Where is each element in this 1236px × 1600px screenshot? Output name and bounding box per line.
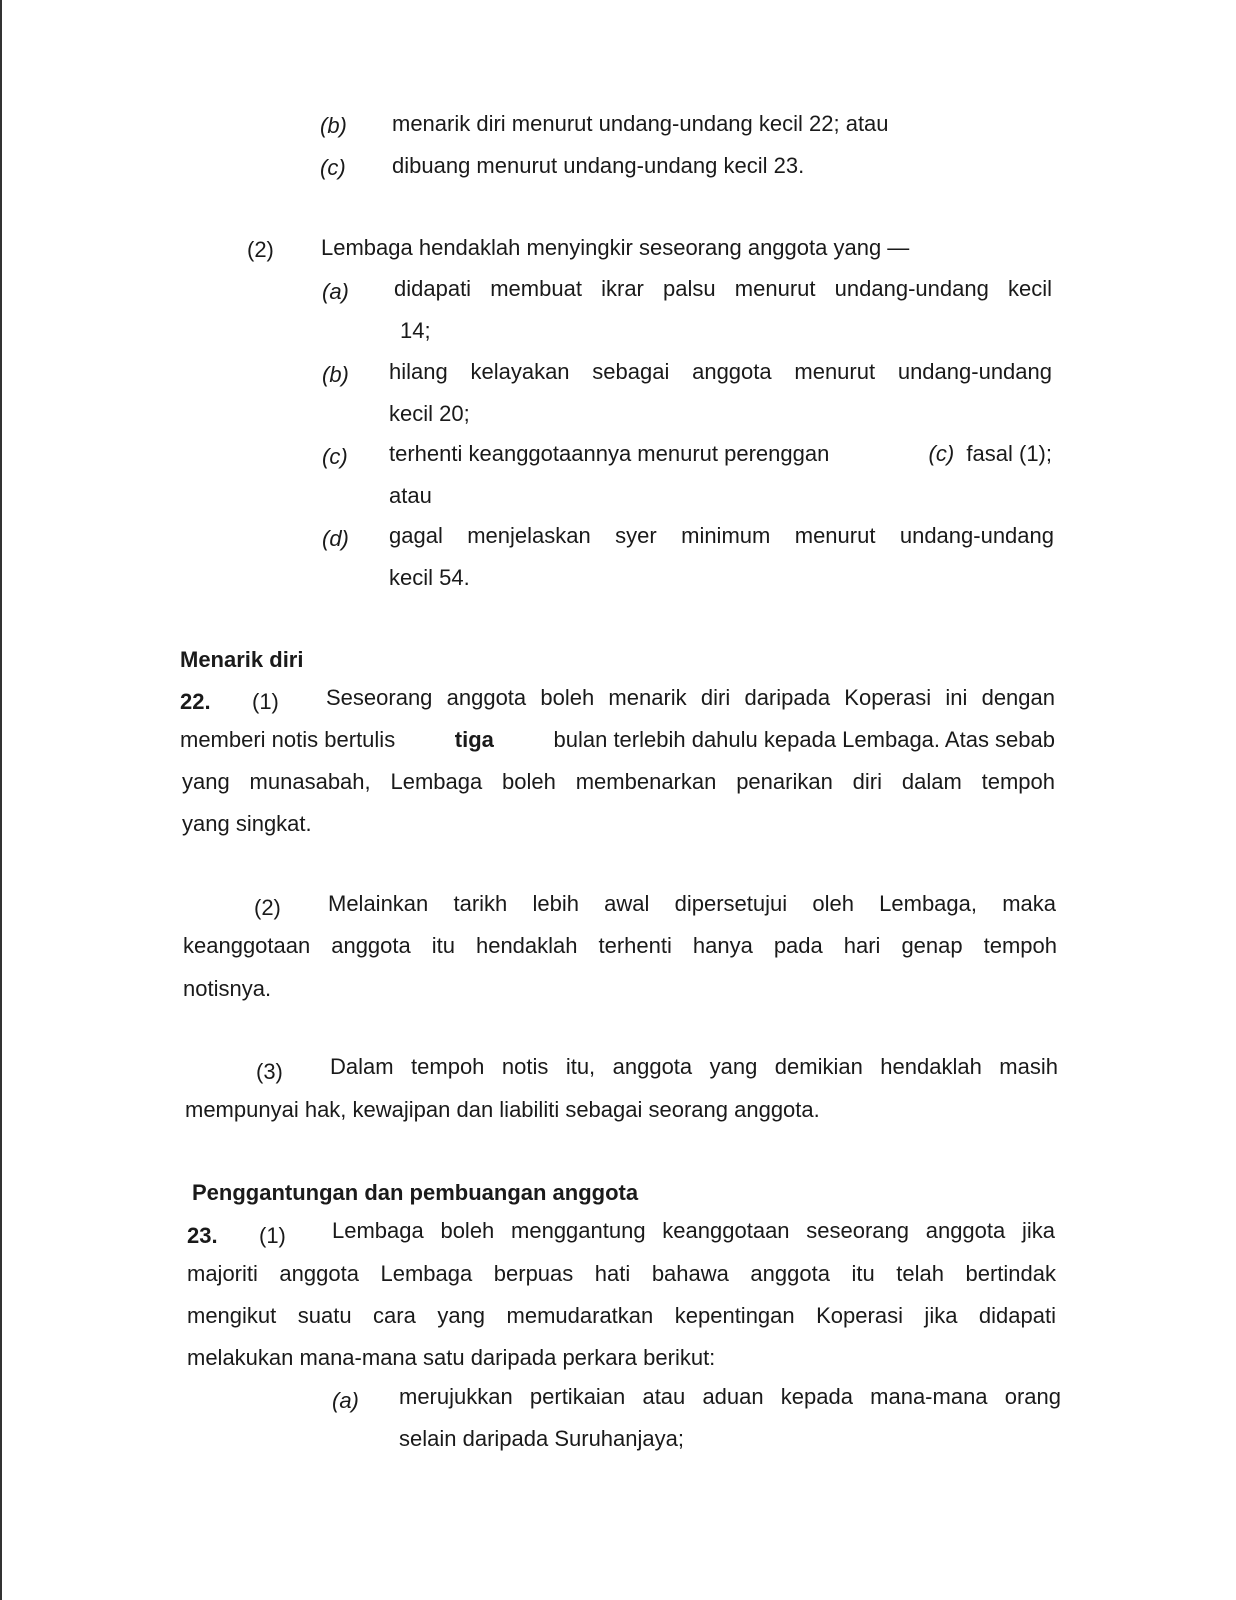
item-label: (a) (332, 1388, 359, 1413)
paragraph-reference: (c) (928, 441, 955, 466)
item-text-part: fasal (1); (966, 441, 1052, 466)
item-label: (b) (322, 362, 349, 387)
item-text-continued: kecil 54. (389, 565, 470, 590)
item-text: hilang kelayakan sebagai anggota menurut undang-undang (389, 359, 1052, 384)
item-text-continued: selain daripada Suruhanjaya; (399, 1426, 684, 1451)
item-text: dibuang menurut undang-undang kecil 23. (392, 153, 805, 178)
paragraph-line (180, 726, 1055, 754)
section-heading: Penggantungan dan pembuangan anggota (192, 1180, 639, 1205)
item-text-part: terhenti keanggotaannya menurut perenggan (389, 441, 830, 466)
paragraph-line: Lembaga boleh menggantung keanggotaan seseorang anggota jika (332, 1218, 1055, 1243)
page-left-edge (0, 0, 2, 1600)
clause-number: (3) (256, 1059, 283, 1084)
section-number: 23. (187, 1223, 218, 1248)
item-label: (a) (322, 279, 349, 304)
clause-number: (2) (254, 895, 281, 920)
clause-number: (1) (259, 1223, 286, 1248)
item-text-continued: kecil 20; (389, 401, 470, 426)
paragraph-line: mengikut suatu cara yang memudaratkan kepentingan Koperasi jika didapati (187, 1303, 1056, 1328)
item-text (389, 440, 1052, 468)
paragraph-line: majoriti anggota Lembaga berpuas hati bahawa anggota itu telah bertindak (187, 1261, 1056, 1286)
item-text: merujukkan pertikaian atau aduan kepada mana-mana orang (399, 1384, 1061, 1409)
item-text-part (929, 440, 1052, 468)
text-part: memberi notis bertulis (180, 727, 396, 752)
section-heading: Menarik diri (180, 647, 304, 672)
item-text-continued: 14; (400, 318, 431, 343)
emphasis-text: tiga (454, 727, 494, 752)
text-part: bulan terlebih dahulu kepada Lembaga. Atas sebab (553, 727, 1055, 752)
clause-number: (1) (252, 689, 279, 714)
paragraph-line: mempunyai hak, kewajipan dan liabiliti sebagai seorang anggota. (185, 1097, 820, 1122)
item-label: (d) (322, 526, 349, 551)
item-label: (b) (320, 113, 347, 138)
item-label: (c) (322, 444, 348, 469)
clause-number: (2) (247, 237, 274, 262)
item-text-continued: atau (389, 483, 432, 508)
clause-text: Lembaga hendaklah menyingkir seseorang anggota yang — (321, 235, 910, 260)
paragraph-line: yang singkat. (182, 811, 312, 836)
paragraph-line: melakukan mana-mana satu daripada perkara berikut: (187, 1345, 716, 1370)
paragraph-line: Melainkan tarikh lebih awal dipersetujui oleh Lembaga, maka (328, 891, 1056, 916)
item-text: didapati membuat ikrar palsu menurut undang-undang kecil (394, 276, 1052, 301)
paragraph-line: yang munasabah, Lembaga boleh membenarkan penarikan diri dalam tempoh (182, 769, 1055, 794)
paragraph-line: keanggotaan anggota itu hendaklah terhenti hanya pada hari genap tempoh (183, 933, 1057, 958)
paragraph-line: notisnya. (183, 976, 272, 1001)
item-text: gagal menjelaskan syer minimum menurut undang-undang (389, 523, 1054, 548)
item-text: menarik diri menurut undang-undang kecil 22; atau (392, 111, 889, 136)
paragraph-line: Seseorang anggota boleh menarik diri daripada Koperasi ini dengan (326, 685, 1055, 710)
item-label: (c) (320, 155, 346, 180)
paragraph-line: Dalam tempoh notis itu, anggota yang demikian hendaklah masih (330, 1054, 1058, 1079)
section-number: 22. (180, 689, 211, 714)
